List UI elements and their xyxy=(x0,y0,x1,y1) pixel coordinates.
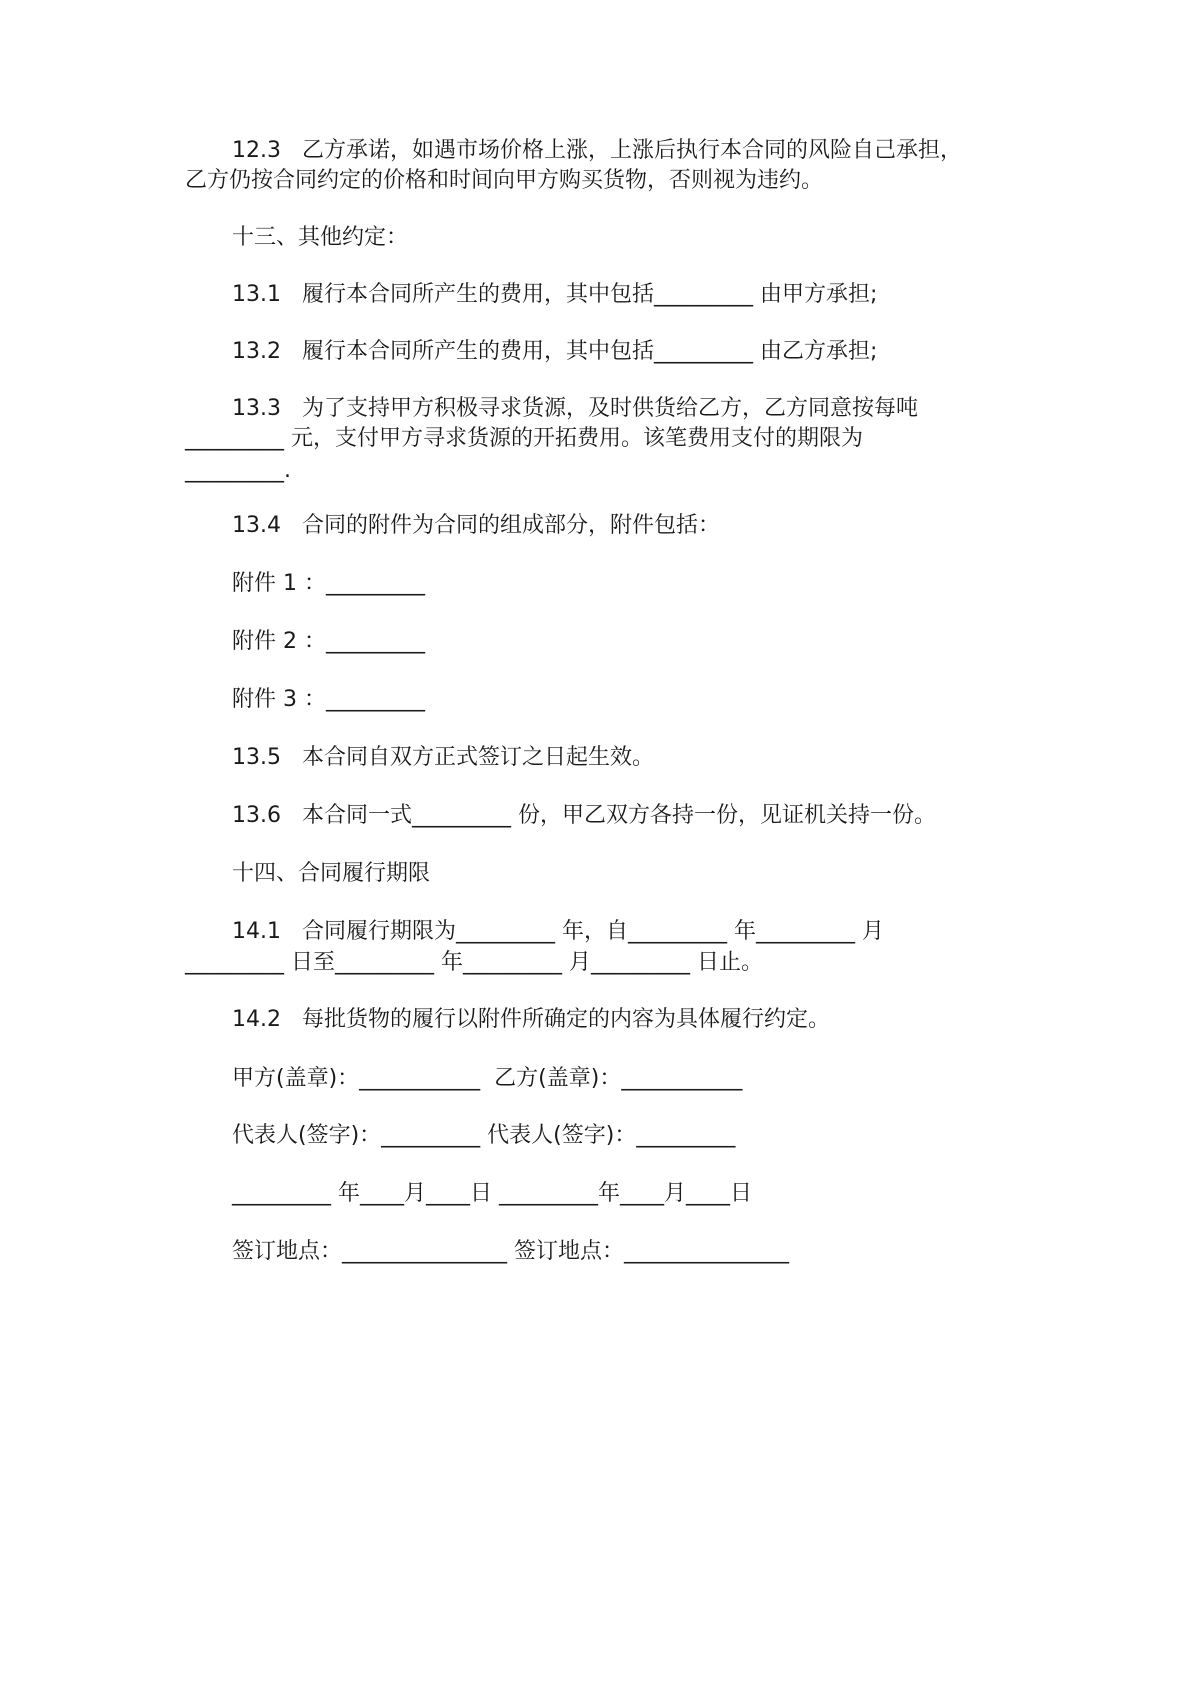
clause-13-1: 13.1 履行本合同所产生的费用，其中包括_________ 由甲方承担; xyxy=(232,282,878,307)
clause-12-3-line-2: 乙方仍按合同约定的价格和时间向甲方购买货物，否则视为违约。 xyxy=(185,168,824,193)
attachment-1: 附件 1 ：_________ xyxy=(232,571,425,596)
signature-place-line: 签订地点：_______________ 签订地点：_______________ xyxy=(232,1239,789,1264)
clause-13-2: 13.2 履行本合同所产生的费用，其中包括_________ 由乙方承担; xyxy=(232,339,878,364)
clause-12-3-line-1: 12.3 乙方承诺，如遇市场价格上涨，上涨后执行本合同的风险自己承担， xyxy=(232,138,962,163)
signature-representative-line: 代表人(签字)：_________ 代表人(签字)：_________ xyxy=(232,1123,736,1148)
clause-13-4: 13.4 合同的附件为合同的组成部分，附件包括： xyxy=(232,513,720,538)
signature-date-line: _________ 年____月____日 _________年____月____日 xyxy=(232,1181,752,1206)
clause-14-2: 14.2 每批货物的履行以附件所确定的内容为具体履行约定。 xyxy=(232,1007,830,1032)
clause-13-3-line-1: 13.3 为了支持甲方积极寻求货源，及时供货给乙方，乙方同意按每吨 xyxy=(232,396,918,421)
signature-seal-line: 甲方(盖章)：___________ 乙方(盖章)：___________ xyxy=(232,1066,743,1091)
clause-13-6: 13.6 本合同一式_________ 份，甲乙双方各持一份，见证机关持一份。 xyxy=(232,803,936,828)
section-14-heading: 十四、合同履行期限 xyxy=(232,861,431,886)
section-13-heading: 十三、其他约定： xyxy=(232,225,409,250)
clause-14-1-line-2: _________ 日至_________ 年_________ 月_________ 日止。 xyxy=(185,950,763,975)
clause-13-3-line-3: _________. xyxy=(185,458,291,483)
attachment-3: 附件 3 ：_________ xyxy=(232,687,425,712)
clause-13-5: 13.5 本合同自双方正式签订之日起生效。 xyxy=(232,745,654,770)
clause-13-3-line-2: _________ 元，支付甲方寻求货源的开拓费用。该笔费用支付的期限为 xyxy=(185,426,863,451)
attachment-2: 附件 2 ：_________ xyxy=(232,629,425,654)
clause-14-1-line-1: 14.1 合同履行期限为_________ 年，自_________ 年_________ 月 xyxy=(232,919,884,944)
